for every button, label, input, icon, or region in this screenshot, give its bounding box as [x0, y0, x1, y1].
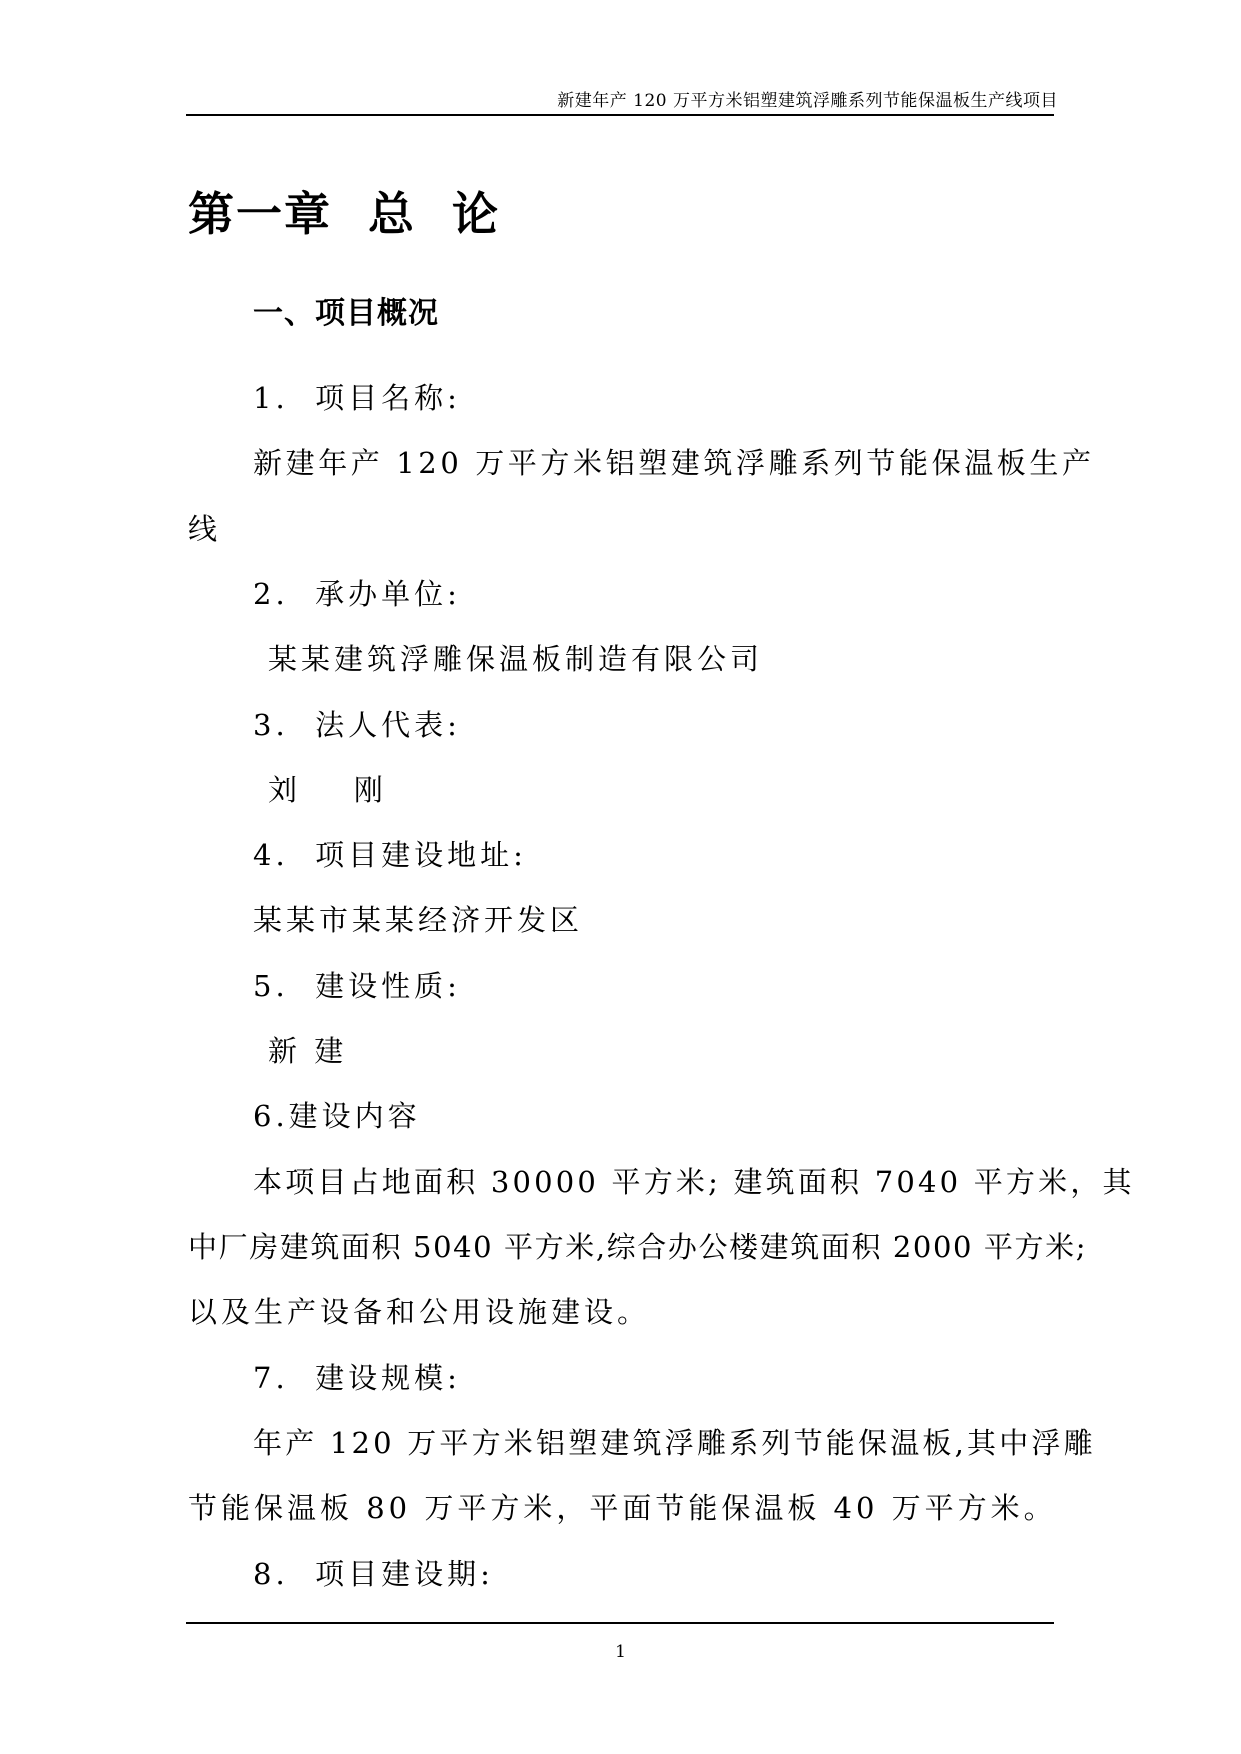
item-value-legal-rep: 刘 刚: [268, 773, 387, 807]
item-label-organizer: 2. 承办单位:: [253, 577, 461, 611]
item-value-scale-1: 年产 120 万平方米铝塑建筑浮雕系列节能保温板,其中浮雕: [253, 1426, 1096, 1460]
item-label-scale: 7. 建设规模:: [253, 1361, 461, 1395]
item-label-content: 6.建设内容: [253, 1099, 421, 1133]
item-label-legal-rep: 3. 法人代表:: [253, 708, 461, 742]
item-value-address: 某某市某某经济开发区: [253, 903, 584, 937]
item-value-nature: 新 建: [268, 1034, 348, 1068]
item-value-content-2: 中厂房建筑面积 5040 平方米,综合办公楼建筑面积 2000 平方米;: [188, 1230, 1088, 1264]
item-value-project-name-cont: 线: [188, 512, 222, 546]
item-value-content-3: 以及生产设备和公用设施建设。: [188, 1295, 651, 1329]
footer-divider: [186, 1622, 1054, 1624]
chapter-title: 第一章 总 论: [188, 187, 501, 241]
running-header: 新建年产 120 万平方米铝塑建筑浮雕系列节能保温板生产线项目: [557, 91, 1058, 111]
item-value-organizer: 某某建筑浮雕保温板制造有限公司: [268, 642, 764, 676]
item-label-project-name: 1. 项目名称:: [253, 381, 461, 415]
item-label-period: 8. 项目建设期:: [253, 1557, 494, 1591]
item-value-project-name: 新建年产 120 万平方米铝塑建筑浮雕系列节能保温板生产: [253, 446, 1095, 480]
page-number: 1: [615, 1642, 626, 1662]
item-value-content-1: 本项目占地面积 30000 平方米; 建筑面积 7040 平方米，其: [253, 1165, 1135, 1199]
item-label-address: 4. 项目建设地址:: [253, 838, 527, 872]
item-value-scale-2: 节能保温板 80 万平方米，平面节能保温板 40 万平方米。: [188, 1491, 1057, 1525]
header-divider: [186, 114, 1054, 116]
item-label-nature: 5. 建设性质:: [253, 969, 461, 1003]
section-title: 一、项目概况: [253, 296, 439, 331]
